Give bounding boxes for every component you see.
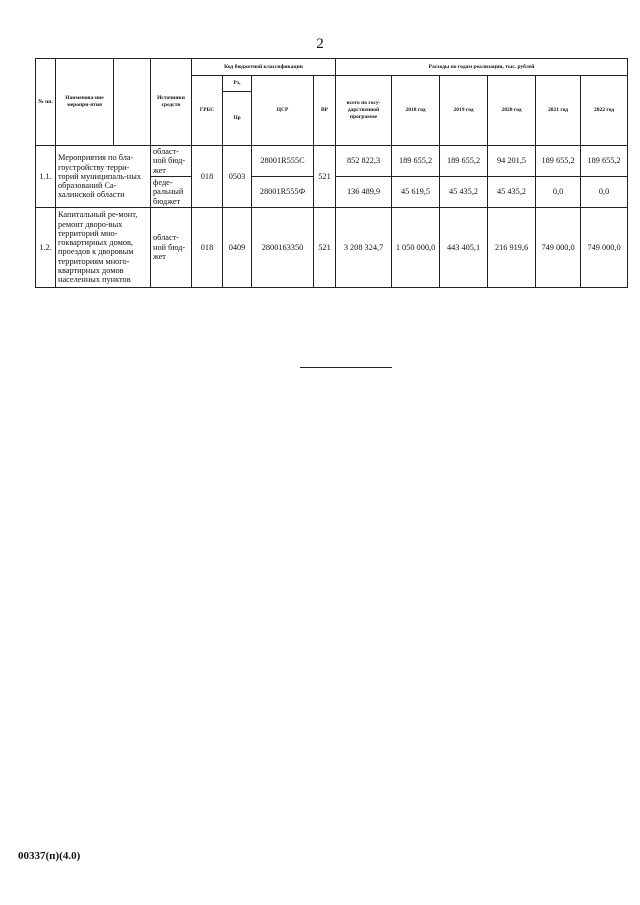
row-1-2022-regional: 189 655,2: [581, 146, 628, 177]
header-2020: 2020 год: [488, 76, 536, 146]
row-2-2019: 443 405,1: [440, 207, 488, 287]
row-1-2020-regional: 94 201,5: [488, 146, 536, 177]
header-2018: 2018 год: [392, 76, 440, 146]
row-1-total-federal: 136 489,9: [336, 177, 392, 208]
row-1-vr: 521: [314, 146, 336, 208]
row-2-vr: 521: [314, 207, 336, 287]
header-expenses-group: Расходы по годам реализации, тыс. рублей: [336, 59, 628, 76]
header-2019: 2019 год: [440, 76, 488, 146]
row-2-total: 3 208 324,7: [336, 207, 392, 287]
row-2-rzpr: 0409: [223, 207, 252, 287]
row-1-2019-regional: 189 655,2: [440, 146, 488, 177]
row-2-2022: 749 000,0: [581, 207, 628, 287]
row-2-source: област-ной бюд-жет: [151, 207, 192, 287]
row-2-num: 1.2.: [36, 207, 56, 287]
row-1-csr-regional: 28001R555С: [252, 146, 314, 177]
header-num: № пп.: [36, 59, 56, 146]
row-1-grbs: 018: [192, 146, 223, 208]
header-2021: 2021 год: [536, 76, 581, 146]
row-2-2021: 749 000,0: [536, 207, 581, 287]
row-1-2018-federal: 45 619,5: [392, 177, 440, 208]
row-1-source-regional: област-ной бюд-жет: [151, 146, 192, 177]
row-1-2019-federal: 45 435,2: [440, 177, 488, 208]
header-pr: Пр: [223, 92, 252, 146]
row-1-rzpr: 0503: [223, 146, 252, 208]
row-2-2018: 1 050 000,0: [392, 207, 440, 287]
row-1-csr-federal: 28001R555Ф: [252, 177, 314, 208]
header-grbs: ГРБС: [192, 76, 223, 146]
header-sources: Источники средств: [151, 59, 192, 146]
header-name: Наименова-ние меропри-ятия: [56, 59, 114, 146]
row-1-total-regional: 852 822,3: [336, 146, 392, 177]
row-2-csr: 2800163350: [252, 207, 314, 287]
row-2-2020: 216 919,6: [488, 207, 536, 287]
row-1-name: Мероприятия по бла-гоустройству терри-торий муниципаль-ных образований Са-халинской области: [56, 146, 151, 208]
header-rz: Рз,: [223, 76, 252, 92]
header-total: всего по госу-дарственной программе: [336, 76, 392, 146]
row-2-name: Капитальный ре-монт, ремонт дворо-вых территорий мно-гоквартирных домов, проездов к дворовым территориям много-квартирных домов населенных пунктов: [56, 207, 151, 287]
row-1-2022-federal: 0,0: [581, 177, 628, 208]
header-2022: 2022 год: [581, 76, 628, 146]
header-vr: ВР: [314, 76, 336, 146]
budget-table: [35, 58, 628, 288]
row-1-source-federal: феде-ральный бюджет: [151, 177, 192, 208]
row-1-num: 1.1.: [36, 146, 56, 208]
row-1-2021-regional: 189 655,2: [536, 146, 581, 177]
row-1-2018-regional: 189 655,2: [392, 146, 440, 177]
document-code: 00337(п)(4.0): [18, 850, 81, 862]
row-1-2020-federal: 45 435,2: [488, 177, 536, 208]
row-2-grbs: 018: [192, 207, 223, 287]
header-csr: ЦСР: [252, 76, 314, 146]
row-1-2021-federal: 0,0: [536, 177, 581, 208]
header-bk-group: Код бюджетной классификации: [192, 59, 336, 76]
page-number: 2: [316, 36, 324, 52]
header-blank: [114, 59, 151, 146]
closing-rule: [300, 367, 392, 368]
